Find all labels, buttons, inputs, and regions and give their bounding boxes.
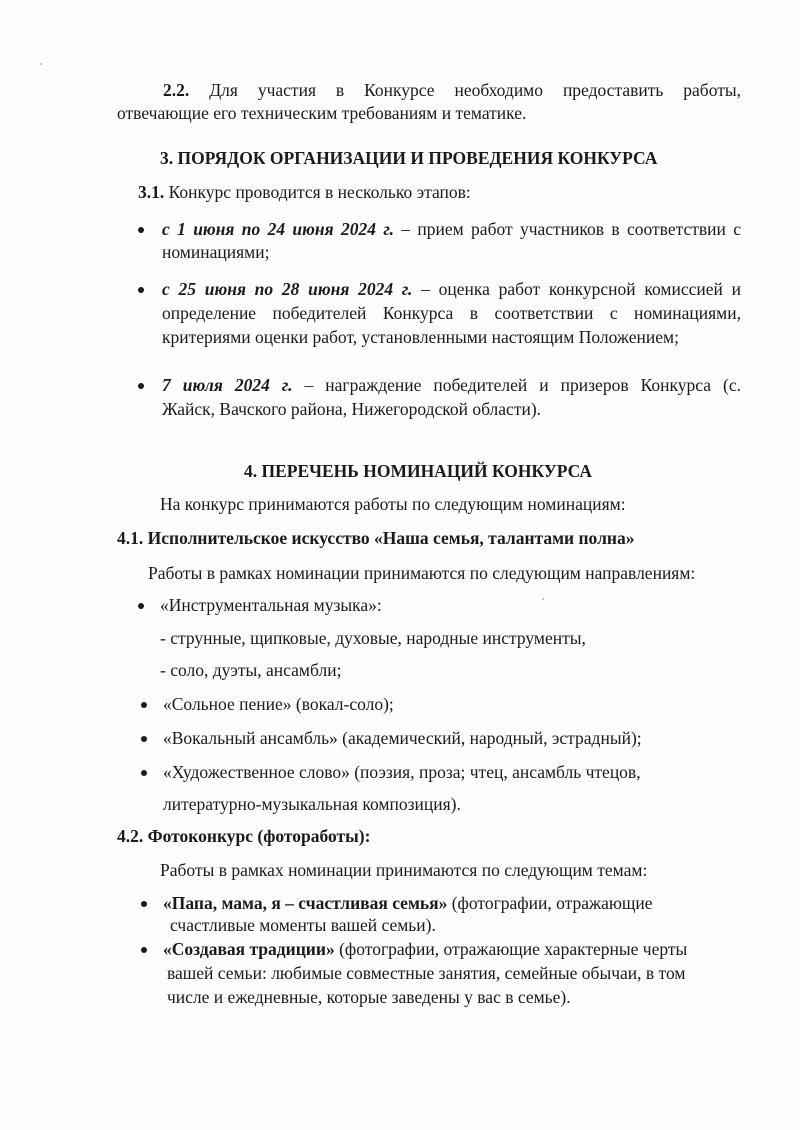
paragraph-text: Для участия в Конкурсе необходимо предоставить работы, [209, 80, 741, 100]
paragraph-text: Конкурс проводится в несколько этапов: [168, 182, 471, 202]
theme-item-1-line1 [163, 892, 653, 915]
scan-speck [542, 598, 544, 600]
section-3-title: 3. ПОРЯДОК ОРГАНИЗАЦИИ И ПРОВЕДЕНИЯ КОНКУРСА [160, 148, 658, 168]
stage-date: с 1 июня по 24 июня 2024 г. [162, 219, 394, 239]
bullet-icon [138, 603, 144, 609]
stage-text: – оценка работ конкурсной комиссией и [421, 279, 741, 299]
nomination-4-1-title: 4.1. Исполнительское искусство «Наша семья, талантами полна» [117, 528, 635, 548]
stage-3-line1 [162, 374, 741, 397]
bullet-icon [141, 770, 147, 776]
paragraph-3-1 [138, 181, 471, 204]
theme-item-1-line2: счастливые моменты вашей семьи). [170, 915, 436, 935]
paragraph-number: 3.1. [138, 182, 165, 202]
direction-subitem: - струнные, щипковые, духовые, народные инструменты, [160, 628, 586, 648]
direction-item-continued: литературно-музыкальная композиция). [163, 794, 461, 814]
stage-date: 7 июля 2024 г. [162, 375, 293, 395]
theme-text: (фотографии, отражающие характерные черты [334, 939, 688, 959]
nomination-4-2-intro: Работы в рамках номинации принимаются по следующим темам: [160, 860, 648, 880]
stage-3-line2: Жайск, Вачского района, Нижегородской области). [162, 399, 542, 419]
bullet-icon [138, 383, 144, 389]
nomination-4-2-title: 4.2. Фотоконкурс (фоторaботы): [117, 826, 371, 846]
direction-subitem: - соло, дуэты, ансамбли; [160, 660, 342, 680]
stage-date: с 25 июня по 28 июня 2024 г. [162, 279, 413, 299]
paragraph-2-2 [117, 79, 741, 102]
stage-2-line2: определение победителей Конкурса в соответствии с номинациями, [162, 303, 741, 323]
direction-item: «Сольное пение» (вокал-соло); [163, 694, 394, 714]
theme-item-2-line2: вашей семьи: любимые совместные занятия, семейные обычаи, в том [167, 963, 686, 983]
bullet-icon [138, 227, 144, 233]
theme-title: «Папа, мама, я – счастливая семья» [163, 893, 448, 913]
scan-speck [40, 63, 42, 65]
stage-2-line3: критериями оценки работ, установленными настоящим Положением; [162, 327, 679, 347]
paragraph-2-2-line2: отвечающие его техническим требованиям и тематике. [117, 103, 527, 123]
direction-item: «Инструментальная музыка»: [160, 595, 382, 615]
theme-item-2-line1 [163, 938, 687, 961]
stage-1-line2: номинациями; [162, 242, 270, 262]
section-4-title: 4. ПЕРЕЧЕНЬ НОМИНАЦИЙ КОНКУРСА [244, 461, 593, 481]
direction-item: «Художественное слово» (поэзия, проза; чтец, ансамбль чтецов, [163, 762, 641, 782]
nomination-4-1-intro: Работы в рамках номинации принимаются по следующим направлениям: [148, 563, 696, 583]
bullet-icon [141, 901, 147, 907]
bullet-icon [141, 702, 147, 708]
bullet-icon [138, 287, 144, 293]
paragraph-number: 2.2. [163, 80, 190, 100]
theme-title: «Создавая традиции» [163, 939, 335, 959]
theme-item-2-line3: числе и ежедневные, которые заведены у вас в семье). [167, 987, 571, 1007]
bullet-icon [141, 736, 147, 742]
stage-1-line1 [162, 218, 741, 241]
stage-text: – награждение победителей и призеров Конкурса (с. [304, 375, 742, 395]
stage-text: – прием работ участников в соответствии с [401, 219, 741, 239]
direction-item: «Вокальный ансамбль» (академический, народный, эстрадный); [163, 728, 642, 748]
theme-text: (фотографии, отражающие [447, 893, 653, 913]
stage-2-line1 [162, 278, 741, 301]
bullet-icon [141, 947, 147, 953]
section-4-intro: На конкурс принимаются работы по следующим номинациям: [160, 494, 626, 514]
